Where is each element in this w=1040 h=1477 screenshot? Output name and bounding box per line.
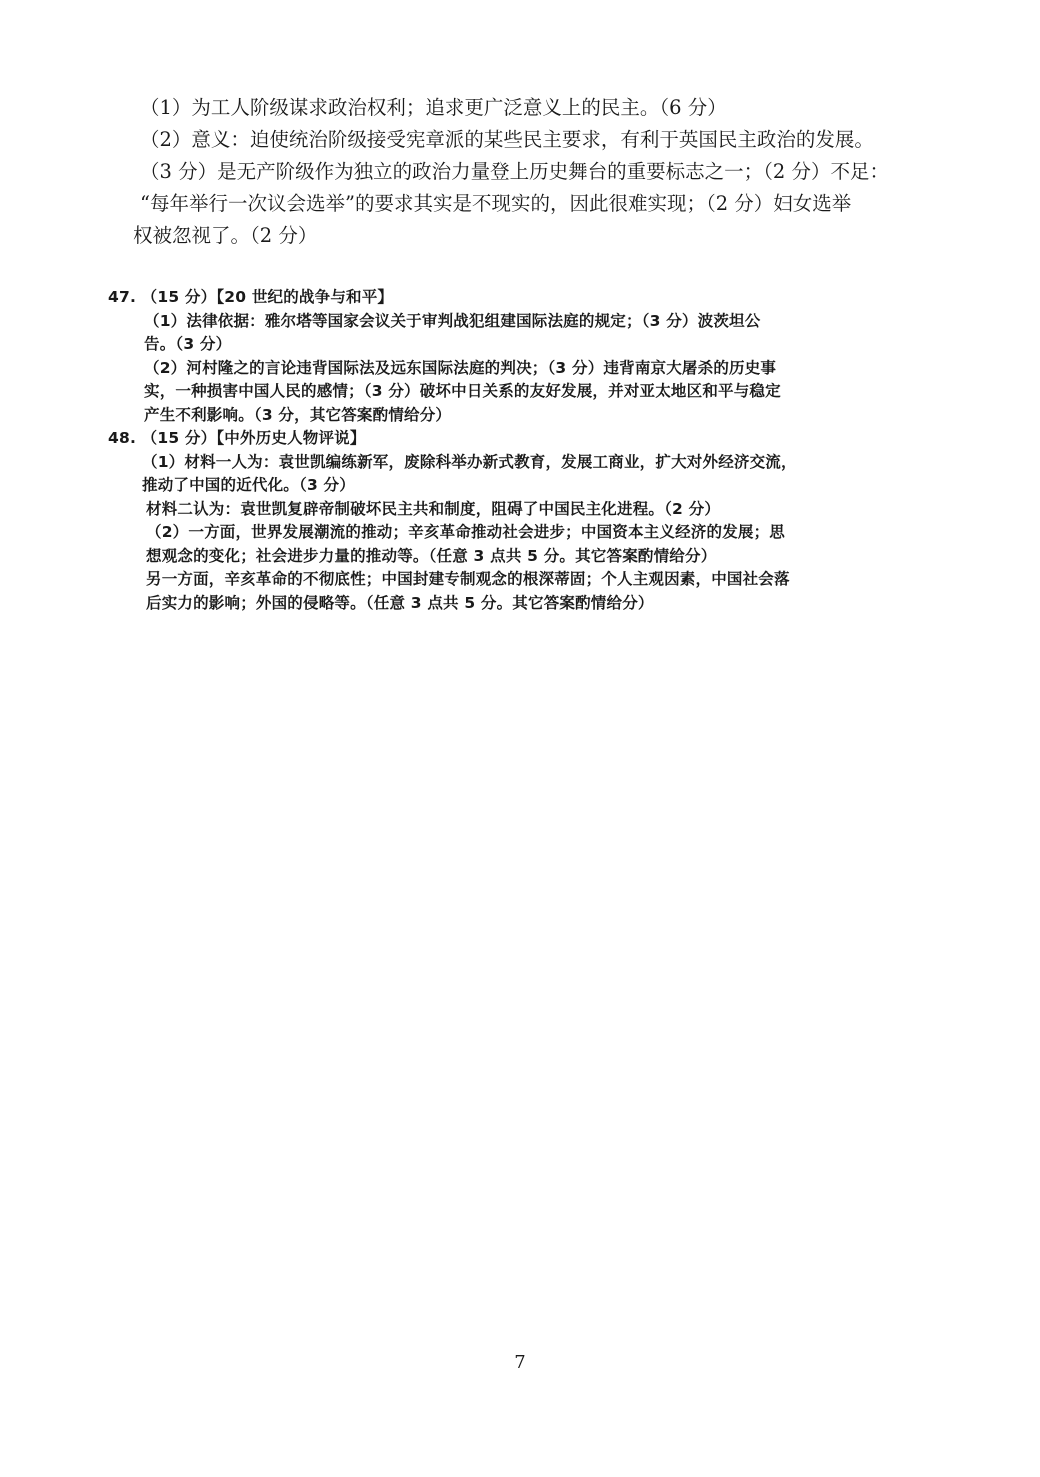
answer-line: 告。（3 分） xyxy=(144,335,232,353)
answer-46-continued xyxy=(133,92,960,252)
answer-line: （3 分）是无产阶级作为独立的政治力量登上历史舞台的重要标志之一；（2 分）不足： xyxy=(140,160,889,183)
answer-line: （1）材料一人为：袁世凯编练新军，废除科举办新式教育，发展工商业，扩大对外经济交流， xyxy=(142,452,797,471)
answer-line: 推动了中国的近代化。（3 分） xyxy=(142,476,355,494)
answer-line: （2）意义：迫使统治阶级接受宪章派的某些民主要求，有利于英国民主政治的发展。 xyxy=(140,128,874,151)
answer-line: 产生不利影响。（3 分，其它答案酌情给分） xyxy=(144,405,452,424)
answer-line: 另一方面，辛亥革命的不彻底性；中国封建专制观念的根深蒂固；个人主观因素，中国社会落 xyxy=(146,570,790,588)
question-47-heading: 47. （15 分）【20 世纪的战争与和平】 xyxy=(108,288,394,306)
answer-line: （1）为工人阶级谋求政治权利；追求更广泛意义上的民主。（6 分） xyxy=(140,96,727,119)
answer-line: 实，一种损害中国人民的感情；（3 分）破坏中日关系的友好发展，并对亚太地区和平与稳定 xyxy=(144,382,781,400)
answer-line: 权被忽视了。（2 分） xyxy=(133,224,318,247)
answer-line: 想观念的变化；社会进步力量的推动等。（任意 3 点共 5 分。其它答案酌情给分） xyxy=(146,546,717,565)
question-48-heading: 48. （15 分）【中外历史人物评说】 xyxy=(108,429,366,447)
answer-line: （2）河村隆之的言论违背国际法及远东国际法庭的判决；（3 分）违背南京大屠杀的历史事 xyxy=(144,358,777,377)
answer-line: （1）法律依据：雅尔塔等国家会议关于审判战犯组建国际法庭的规定；（3 分）波茨坦公 xyxy=(144,311,761,330)
answer-line: （2）一方面，世界发展潮流的推动；辛亥革命推动社会进步；中国资本主义经济的发展；思 xyxy=(146,523,785,541)
answer-line: 材料二认为：袁世凯复辟帝制破坏民主共和制度，阻碍了中国民主化进程。（2 分） xyxy=(146,499,721,518)
answer-line: 后实力的影响；外国的侵略等。（任意 3 点共 5 分。其它答案酌情给分） xyxy=(146,593,654,612)
answers-47-48 xyxy=(108,286,908,615)
page-number: 7 xyxy=(514,1352,526,1373)
answer-line: “每年举行一次议会选举”的要求其实是不现实的，因此很难实现；（2 分）妇女选举 xyxy=(140,192,852,215)
